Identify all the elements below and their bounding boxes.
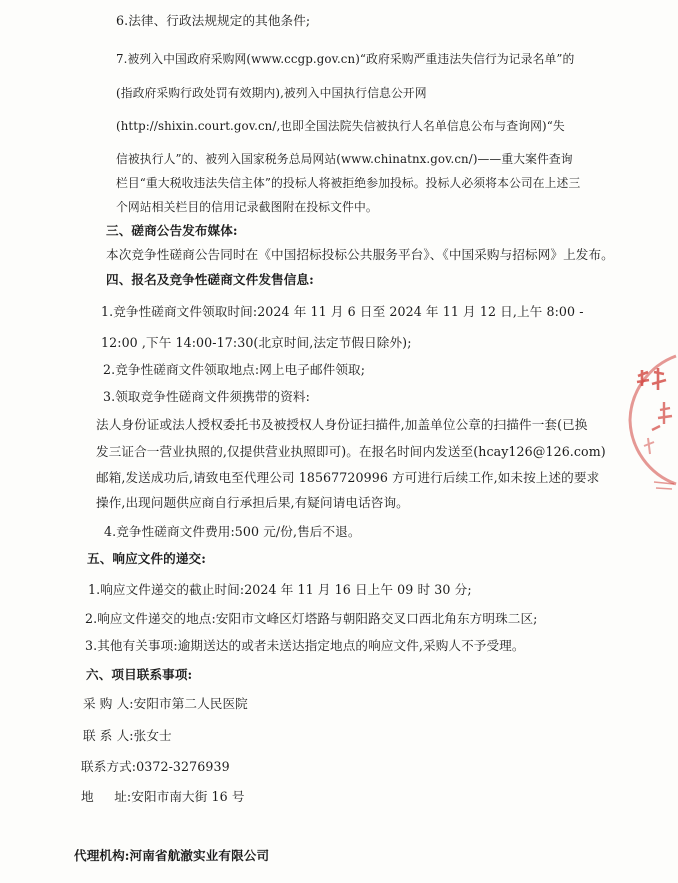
condition-item-6: 6.法律、行政法规规定的其他条件; xyxy=(116,13,311,28)
section-4-item-2: 2.竞争性磋商文件领取地点:网上电子邮件领取; xyxy=(103,362,366,377)
seal-stamp-graphic xyxy=(624,350,678,500)
contact-phone: 联系方式:0372-3276939 xyxy=(81,759,230,774)
contact-address: 地 址:安阳市南大街 16 号 xyxy=(81,789,245,804)
section-5-item-1: 1.响应文件递交的截止时间:2024 年 11 月 16 日上午 09 时 30 分; xyxy=(88,582,472,597)
seal-serial-marks xyxy=(654,482,674,489)
section-3-body: 本次竞争性磋商公告同时在《中国招标投标公共服务平台》、《中国采购与招标网》上发布。 xyxy=(106,247,614,262)
section-6-heading: 六、项目联系事项: xyxy=(86,667,193,682)
condition-item-7-line-1: 7.被列入中国政府采购网(www.ccgp.gov.cn)“政府采购严重违法失信行为记录名单”的 xyxy=(116,52,575,66)
section-5-item-2: 2.响应文件递交的地点:安阳市文峰区灯塔路与朝阳路交叉口西北角东方明珠二区; xyxy=(85,611,538,626)
section-5-item-3: 3.其他有关事项:逾期送达的或者未送达指定地点的响应文件,采购人不予受理。 xyxy=(85,638,525,653)
seal-ring xyxy=(630,356,676,484)
condition-item-7-line-2: (指政府采购行政处罚有效期内),被列入中国执行信息公开网 xyxy=(116,86,427,100)
contact-person: 联 系 人:张女士 xyxy=(83,728,172,743)
section-3-heading: 三、磋商公告发布媒体: xyxy=(106,223,238,238)
section-4-item-3-body-line-3: 邮箱,发送成功后,请致电至代理公司 18567720996 方可进行后续工作,如未按上述的要求 xyxy=(96,470,600,485)
section-4-item-1-line-2: 12:00 ,下午 14:00-17:30(北京时间,法定节假日除外); xyxy=(101,335,412,350)
section-4-item-3-body-line-1: 法人身份证或法人授权委托书及被授权人身份证扫描件,加盖单位公章的扫描件一套(已换 xyxy=(96,417,588,432)
section-4-item-3-body-line-4: 操作,出现问题供应商自行承担后果,有疑问请电话咨询。 xyxy=(96,495,409,510)
section-4-heading: 四、报名及竞争性磋商文件发售信息: xyxy=(106,272,314,287)
condition-item-7-line-5: 栏目“重大税收违法失信主体”的投标人将被拒绝参加投标。投标人必须将本公司在上述三 xyxy=(116,176,581,190)
section-4-item-3-body-line-2: 发三证合一营业执照的,仅提供营业执照即可)。在报名时间内发送至(hcay126@126.com) xyxy=(96,444,606,459)
seal-glyph-b xyxy=(652,402,672,430)
section-5-heading: 五、响应文件的递交: xyxy=(87,551,206,566)
seal-glyph-c xyxy=(644,438,654,454)
condition-item-7-line-6: 个网站相关栏目的信用记录截图附在投标文件中。 xyxy=(116,200,378,214)
contact-purchaser: 采 购 人:安阳市第二人民医院 xyxy=(83,696,248,711)
section-4-item-3: 3.领取竞争性磋商文件须携带的资料: xyxy=(103,389,310,404)
condition-item-7-line-4: 信被执行人”的、被列入国家税务总局网站(www.chinatnx.gov.cn/)——重大案件查询 xyxy=(116,152,573,166)
agency-line: 代理机构:河南省航澈实业有限公司 xyxy=(74,848,270,863)
seal-stamp-fragment xyxy=(624,350,678,500)
condition-item-7-line-3: (http://shixin.court.gov.cn/,也即全国法院失信被执行人名单信息公布与查询网)“失 xyxy=(116,119,565,133)
section-4-item-4: 4.竞争性磋商文件费用:500 元/份,售后不退。 xyxy=(104,524,361,539)
section-4-item-1-line-1: 1.竞争性磋商文件领取时间:2024 年 11 月 6 日至 2024 年 11 月 12 日,上午 8:00 - xyxy=(101,304,584,319)
